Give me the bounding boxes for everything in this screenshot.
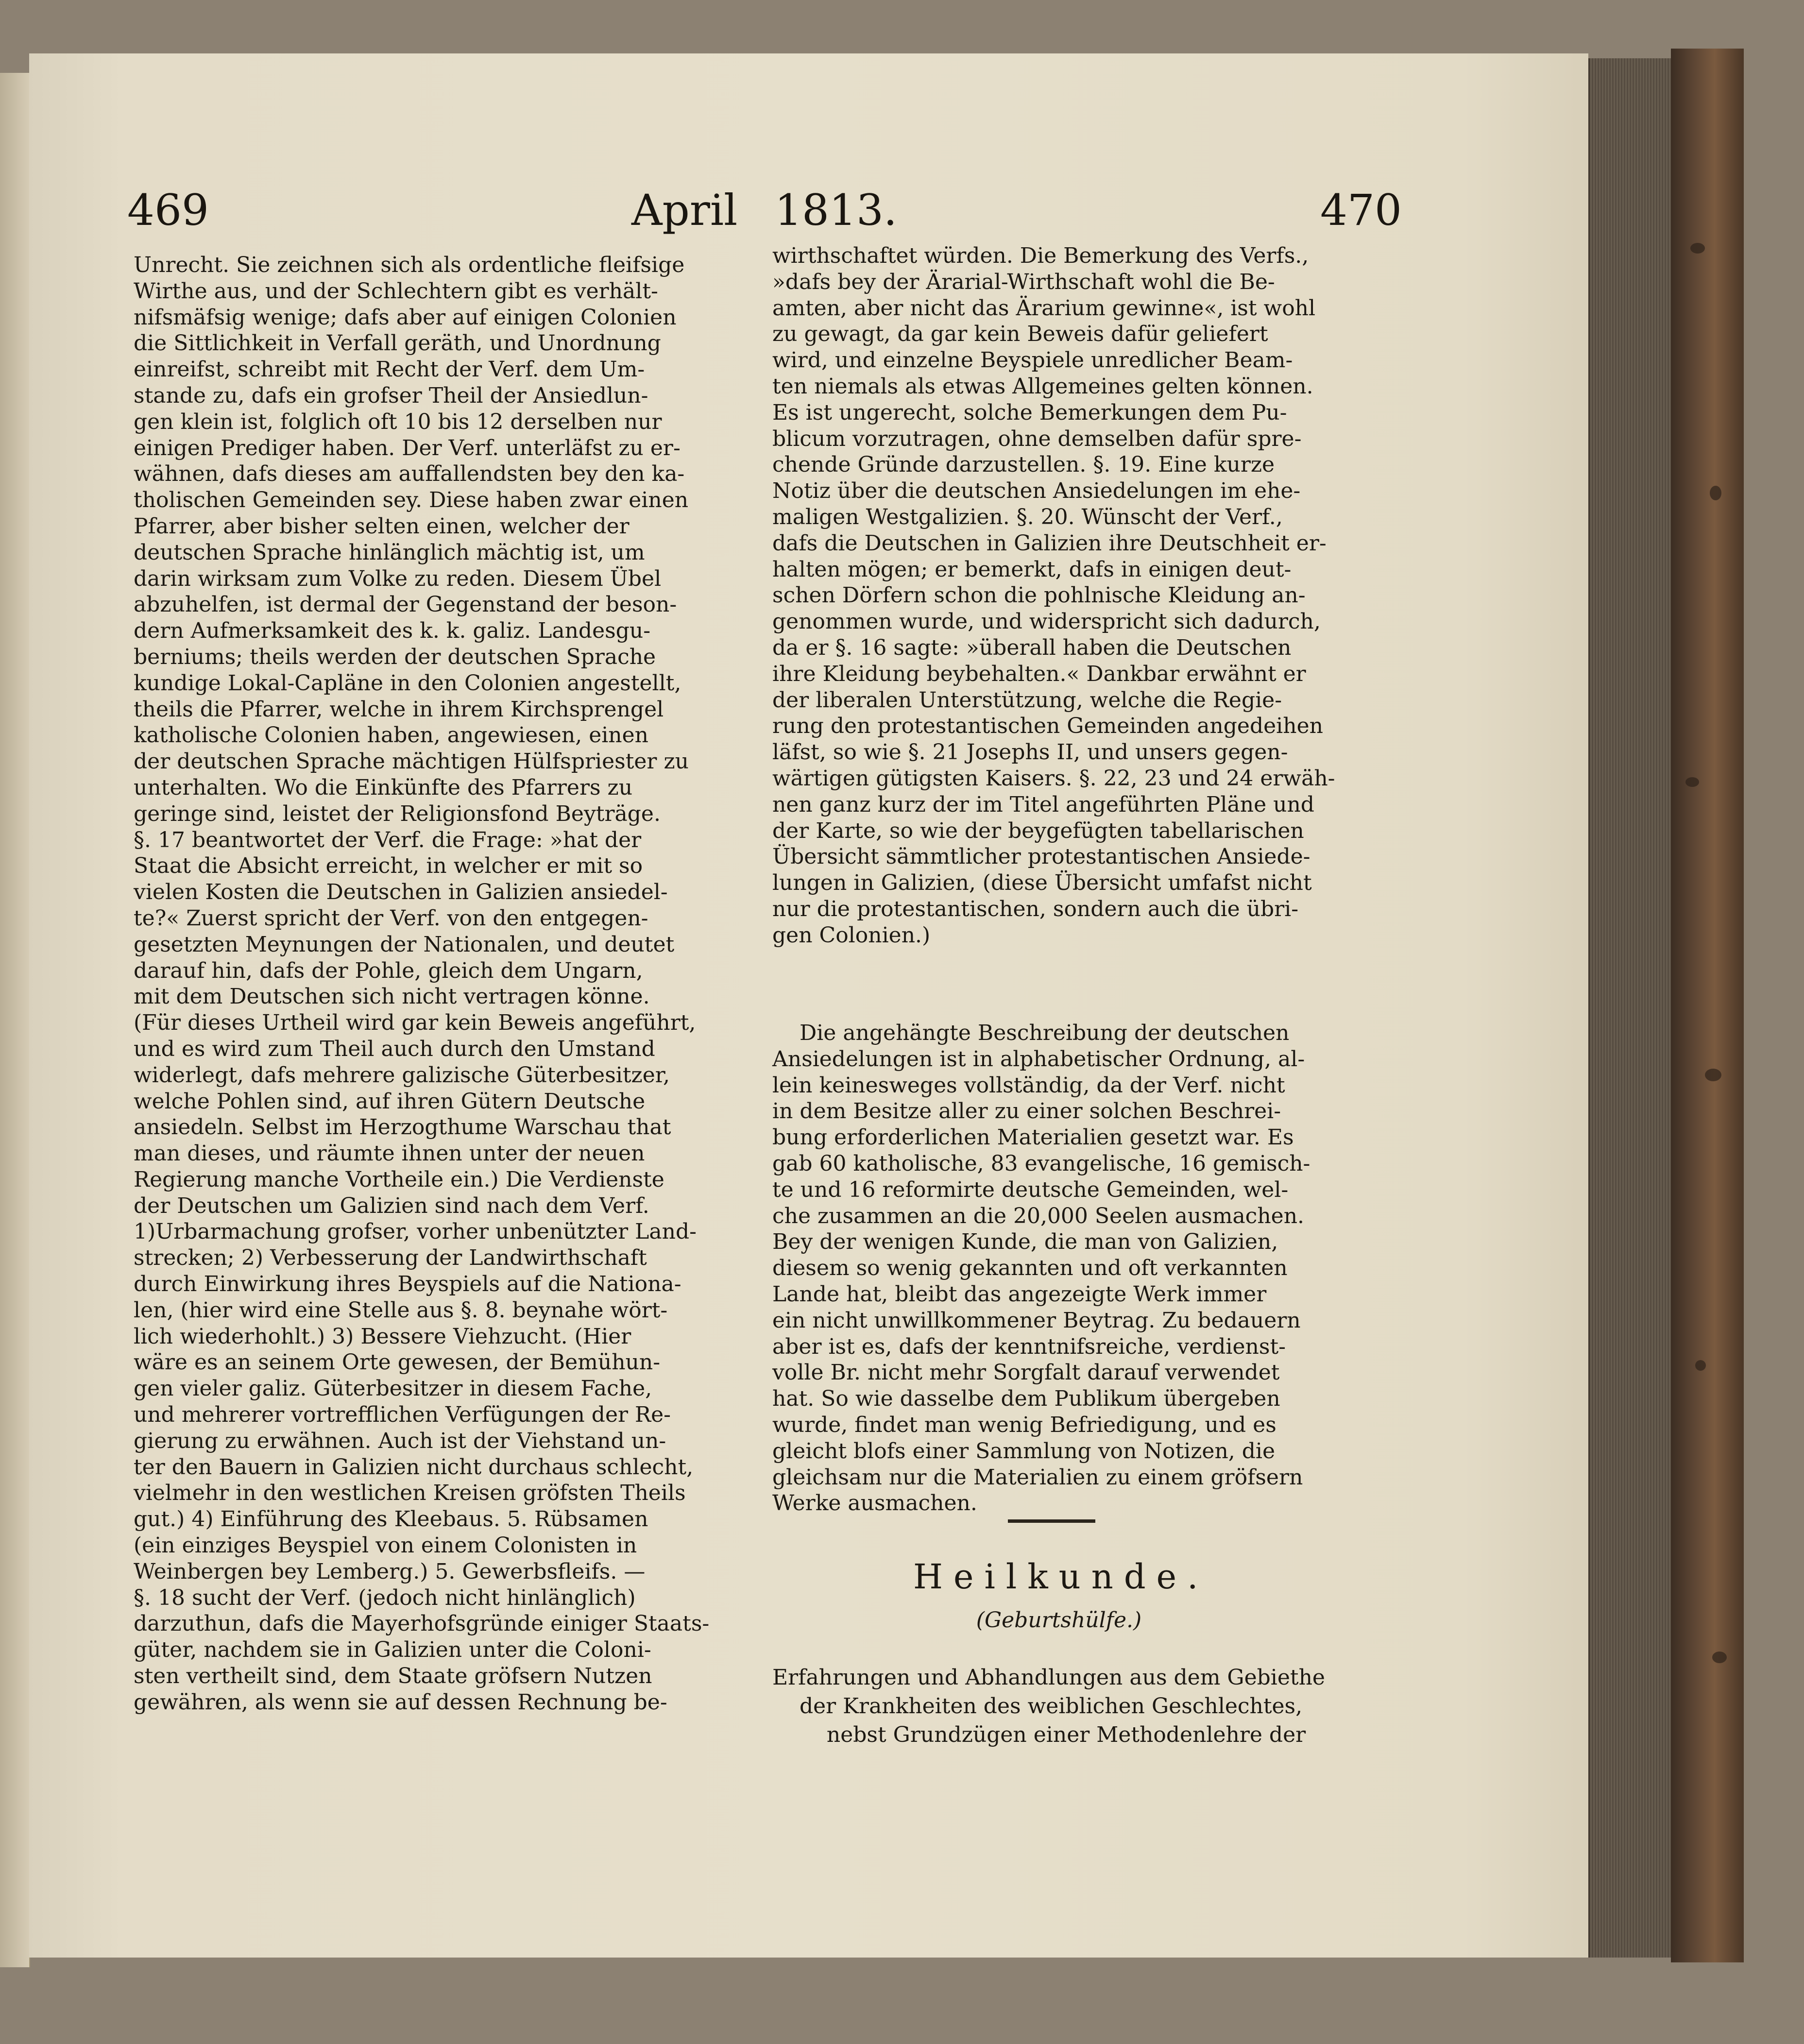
page-number-right: 470 bbox=[1320, 185, 1402, 235]
right-column-text-bottom: Die angehängte Beschreibung der deutschen Ansiedelungen ist in alphabetischer Ordnung, al- lein keinesweges vollständig, da der Verf. nicht in dem Besitze aller zu einer solchen Beschrei- bung erforderlichen Materialien gesetzt war. Es gab 60 katholische, 83 evangelische, 16 gemisch- te und 16 reformirte deutsche Gemeinden, wel- che zusammen an die 20,000 Seelen ausmachen. Bey der wenigen Kunde, die man von Galizien, diesem so wenig gekannten und oft verkannten Lande hat, bleibt das angezeigte Werk immer ein nicht unwillkommener Beytrag. Zu bedauern aber ist es, dafs der kenntnifsreiche, verdienst- volle Br. nicht mehr Sorgfalt darauf verwendet hat. So wie dasselbe dem Publikum übergeben wurde, findet man wenig Befriedigung, und es gleicht blofs einer Sammlung von Notizen, die gleichsam nur die Materialien zu einem gröfsern Werke ausmachen. bbox=[772, 1021, 1310, 1516]
section-divider bbox=[1008, 1519, 1095, 1523]
header-month: April bbox=[631, 185, 738, 235]
header-year: 1813. bbox=[775, 185, 897, 235]
left-column-text: Unrecht. Sie zeichnen sich als ordentliche fleifsige Wirthe aus, und der Schlechtern gibt es verhält- nifsmäfsig wenige; dafs aber auf einigen Colonien die Sittlichkeit in Verfall geräth, und Unordnung einreifst, schreibt mit Recht der Verf. dem Um- stande zu, dafs ein grofser Theil der Ansiedlun- gen klein ist, folglich oft 10 bis 12 derselben nur einigen Prediger haben. Der Verf. unterläfst zu er- wähnen, dafs dieses am auffallendsten bey den ka- tholischen Gemeinden sey. Diese haben zwar einen Pfarrer, aber bisher selten einen, welcher der deutschen Sprache hinlänglich mächtig ist, um darin wirksam zum Volke zu reden. Diesem Übel abzuhelfen, ist dermal der Gegenstand der beson- dern Aufmerksamkeit des k. k. galiz. Landesgu- berniums; theils werden der deutschen Sprache kundige Lokal-Capläne in den Colonien angestellt, theils die Pfarrer, welche in ihrem Kirchsprengel katholische Colonien haben, angewiesen, einen der deutschen Sprache mächtigen Hülfspriester zu unterhalten. Wo die Einkünfte des Pfarrers zu geringe sind, leistet der Religionsfond Beyträge. §. 17 beantwortet der Verf. die Frage: »hat der Staat die Absicht erreicht, in welcher er mit so vielen Kosten die Deutschen in Galizien ansiedel- te?« Zuerst spricht der Verf. von den entgegen- gesetzten Meynungen der Nationalen, und deutet darauf hin, dafs der Pohle, gleich dem Ungarn, mit dem Deutschen sich nicht vertragen könne. (Für dieses Urtheil wird gar kein Beweis angeführt, und es wird zum Theil auch durch den Umstand widerlegt, dafs mehrere galizische Güterbesitzer, welche Pohlen sind, auf ihren Gütern Deutsche ansiedeln. Selbst im Herzogthume Warschau that man dieses, und räumte ihnen unter der neuen Regierung manche Vortheile ein.) Die Verdienste der Deutschen um Galizien sind nach dem Verf. 1)Urbarmachung grofser, vorher unbenützter Land- strecken; 2) Verbesserung der Landwirthschaft durch Einwirkung ihres Beyspiels auf die Nationa- len, (hier wird eine Stelle aus §. 8. beynahe wört- lich wiederhohlt.) 3) Bessere Viehzucht. (Hier wäre es an seinem Orte gewesen, der Bemühun- gen vieler galiz. Güterbesitzer in diesem Fache, und mehrerer vortrefflichen Verfügungen der Re- gierung zu erwähnen. Auch ist der Viehstand un- ter den Bauern in Galizien nicht durchaus schlecht, vielmehr in den westlichen Kreisen gröfsten Theils gut.) 4) Einführung des Kleebaus. 5. Rübsamen (ein einziges Beyspiel von einem Colonisten in Weinbergen bey Lemberg.) 5. Gewerbsfleifs. — §. 18 sucht der Verf. (jedoch nicht hinlänglich) darzuthun, dafs die Mayerhofsgründe einiger Staats- güter, nachdem sie in Galizien unter die Coloni- sten vertheilt sind, dem Staate gröfsern Nutzen gewähren, als wenn sie auf dessen Rechnung be- bbox=[134, 253, 710, 1715]
right-column-text-top: wirthschaftet würden. Die Bemerkung des Verfs., »dafs bey der Ärarial-Wirthschaft wohl die Be- amten, aber nicht das Ärarium gewinne«, ist wohl zu gewagt, da gar kein Beweis dafür geliefert wird, und einzelne Beyspiele unredlicher Beam- ten niemals als etwas Allgemeines gelten können. Es ist ungerecht, solche Bemerkungen dem Pu- blicum vorzutragen, ohne demselben dafür spre- chende Gründe darzustellen. §. 19. Eine kurze Notiz über die deutschen Ansiedelungen im ehe- maligen Westgalizien. §. 20. Wünscht der Verf., dafs die Deutschen in Galizien ihre Deutschheit er- halten mögen; er bemerkt, dafs in einigen deut- schen Dörfern schon die pohlnische Kleidung an- genommen wurde, und widerspricht sich dadurch, da er §. 16 sagte: »überall haben die Deutschen ihre Kleidung beybehalten.« Dankbar erwähnt er der liberalen Unterstützung, welche die Regie- rung den protestantischen Gemeinden angedeihen läfst, so wie §. 21 Josephs II, und unsers gegen- wärtigen gütigsten Kaisers. §. 22, 23 und 24 erwäh- nen ganz kurz der im Titel angeführten Pläne und der Karte, so wie der beygefügten tabellarischen Übersicht sämmtlicher protestantischen Ansiede- lungen in Galizien, (diese Übersicht umfafst nicht nur die protestantischen, sondern auch die übri- gen Colonien.) bbox=[772, 243, 1335, 948]
page-block-edge bbox=[1588, 58, 1672, 1958]
page-number-left: 469 bbox=[127, 185, 209, 235]
section-title: Heilkunde. bbox=[913, 1557, 1209, 1597]
previous-page-edge bbox=[0, 73, 30, 1967]
reviewed-book-title: Erfahrungen und Abhandlungen aus dem Gebiethe der Krankheiten des weiblichen Geschlechtes, nebst Grundzügen einer Methodenlehre der bbox=[772, 1665, 1325, 1747]
section-subtitle: (Geburtshülfe.) bbox=[976, 1608, 1142, 1633]
book-spine bbox=[1671, 49, 1744, 1962]
